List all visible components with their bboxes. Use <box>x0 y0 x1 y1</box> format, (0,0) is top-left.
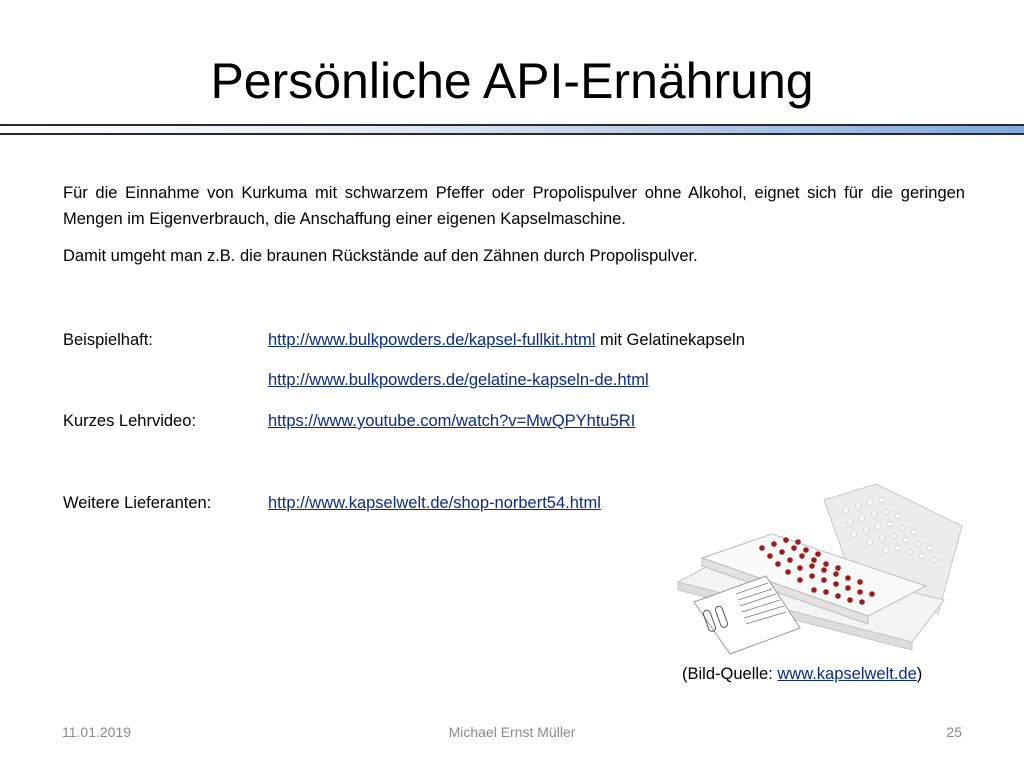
link-label: Beispielhaft: <box>63 331 153 349</box>
bulkpowders-fullkit-link[interactable]: http://www.bulkpowders.de/kapsel-fullkit.html <box>268 331 596 349</box>
link-suffix: mit Gelatinekapseln <box>595 331 745 349</box>
kapselwelt-credit-link[interactable]: www.kapselwelt.de <box>777 665 917 683</box>
page-title: Persönliche API-Ernährung <box>210 53 814 109</box>
footer-author: Michael Ernst Müller <box>448 724 576 740</box>
note-paragraph: Damit umgeht man z.B. die braunen Rückstände auf den Zähnen durch Propolispulver. <box>63 247 698 265</box>
intro-paragraph: Für die Einnahme von Kurkuma mit schwarzem Pfeffer oder Propolispulver ohne Alkohol, eignet sich für die geringen Mengen im Eigenverbrauch, die Anschaffung einer eigenen Kapselmaschine. <box>63 184 965 228</box>
title-divider <box>0 124 1024 135</box>
kapselwelt-shop-link[interactable]: http://www.kapselwelt.de/shop-norbert54.html <box>268 494 601 512</box>
footer-date: 11.01.2019 <box>62 724 132 740</box>
link-label: Kurzes Lehrvideo: <box>63 412 196 430</box>
credit-prefix: (Bild-Quelle: <box>682 665 778 683</box>
credit-suffix: ) <box>916 665 923 683</box>
bulkpowders-gelatine-link[interactable]: http://www.bulkpowders.de/gelatine-kapseln-de.html <box>268 371 649 389</box>
link-label: Weitere Lieferanten: <box>63 494 212 512</box>
footer-page-number: 25 <box>946 724 962 740</box>
image-credit <box>682 663 922 685</box>
youtube-video-link[interactable]: https://www.youtube.com/watch?v=MwQPYhtu5RI <box>268 412 636 430</box>
capsule-machine-photo <box>676 482 966 658</box>
